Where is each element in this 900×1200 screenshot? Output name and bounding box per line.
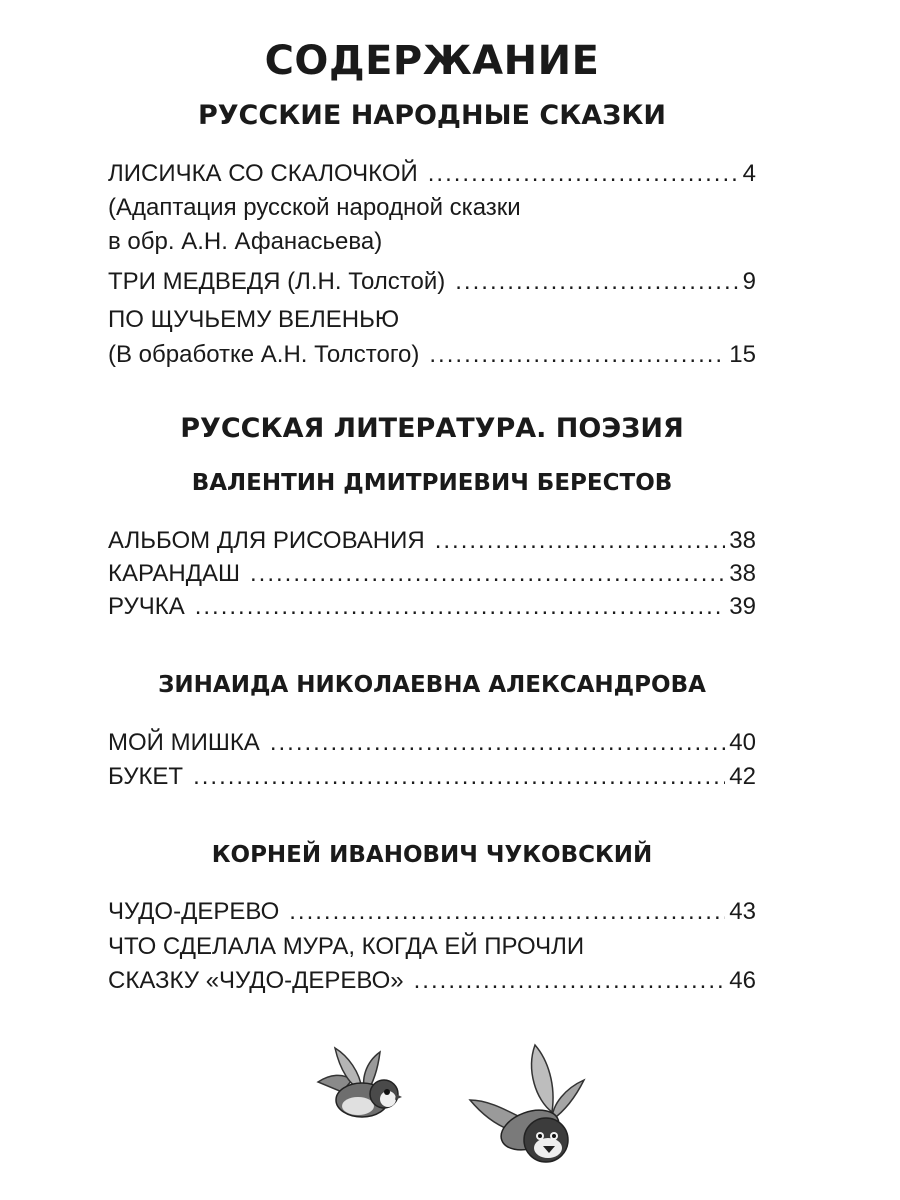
toc-entry[interactable] <box>108 895 756 929</box>
toc-entry-title: МОЙ МИШКА <box>108 729 260 756</box>
toc-entry-note: (Адаптация русской народной сказки <box>108 194 521 221</box>
toc-entry-page: 46 <box>729 967 756 994</box>
toc-leader-dots <box>414 964 726 998</box>
toc-leader-dots <box>270 726 725 760</box>
toc-entry-page: 43 <box>729 898 756 925</box>
toc-leader-dots <box>195 590 726 624</box>
toc-entry-page: 40 <box>729 729 756 756</box>
toc-entry-title[interactable]: ЧТО СДЕЛАЛА МУРА, КОГДА ЕЙ ПРОЧЛИ <box>108 933 585 960</box>
toc-entry-page: 4 <box>742 160 756 187</box>
toc-leader-dots <box>429 338 725 372</box>
toc-entry-page: 38 <box>729 560 756 587</box>
bird-icon-small <box>318 1048 402 1117</box>
toc-entry-title: ТРИ МЕДВЕДЯ (Л.Н. Толстой) <box>108 268 446 295</box>
section-heading-folk-tales: РУССКИЕ НАРОДНЫЕ СКАЗКИ <box>197 100 667 131</box>
toc-entry[interactable] <box>108 338 756 372</box>
toc-leader-dots <box>428 157 739 191</box>
toc-entry-page: 9 <box>742 268 756 295</box>
toc-entry[interactable] <box>108 265 756 299</box>
toc-entry-title: РУЧКА <box>108 593 185 620</box>
toc-entry-title: ЧУДО-ДЕРЕВО <box>108 898 280 925</box>
toc-entry-title: БУКЕТ <box>108 763 184 790</box>
toc-entry-subtitle: (В обработке А.Н. Толстого) <box>108 341 420 368</box>
author-heading: ЗИНАИДА НИКОЛАЕВНА АЛЕКСАНДРОВА <box>158 672 706 698</box>
toc-leader-dots <box>250 557 725 591</box>
toc-entry[interactable] <box>108 590 756 624</box>
toc-entry[interactable] <box>108 557 756 591</box>
section-heading-poetry: РУССКАЯ ЛИТЕРАТУРА. ПОЭЗИЯ <box>180 413 684 444</box>
author-heading: КОРНЕЙ ИВАНОВИЧ ЧУКОВСКИЙ <box>211 842 653 868</box>
toc-entry-title: ЛИСИЧКА СО СКАЛОЧКОЙ <box>108 160 418 187</box>
toc-entry-note: в обр. А.Н. Афанасьева) <box>108 228 383 255</box>
toc-entry-title: АЛЬБОМ ДЛЯ РИСОВАНИЯ <box>108 527 425 554</box>
toc-entry[interactable] <box>108 157 756 191</box>
toc-entry-page: 15 <box>729 341 756 368</box>
page-title: СОДЕРЖАНИЕ <box>264 38 600 84</box>
toc-leader-dots <box>435 524 726 558</box>
toc-entry[interactable] <box>108 760 756 794</box>
toc-entry[interactable] <box>108 964 756 998</box>
toc-entry-page: 38 <box>729 527 756 554</box>
toc-entry-title: КАРАНДАШ <box>108 560 240 587</box>
toc-entry-page: 42 <box>729 763 756 790</box>
toc-entry-title: СКАЗКУ «ЧУДО-ДЕРЕВО» <box>108 967 404 994</box>
author-heading: ВАЛЕНТИН ДМИТРИЕВИЧ БЕРЕСТОВ <box>191 470 673 496</box>
toc-entry[interactable] <box>108 726 756 760</box>
toc-entry[interactable] <box>108 524 756 558</box>
toc-entry-title[interactable]: ПО ЩУЧЬЕМУ ВЕЛЕНЬЮ <box>108 306 400 333</box>
toc-leader-dots <box>455 265 738 299</box>
toc-leader-dots <box>289 895 725 929</box>
bird-icon-large <box>470 1045 584 1162</box>
toc-entry-page: 39 <box>729 593 756 620</box>
toc-leader-dots <box>193 760 725 794</box>
